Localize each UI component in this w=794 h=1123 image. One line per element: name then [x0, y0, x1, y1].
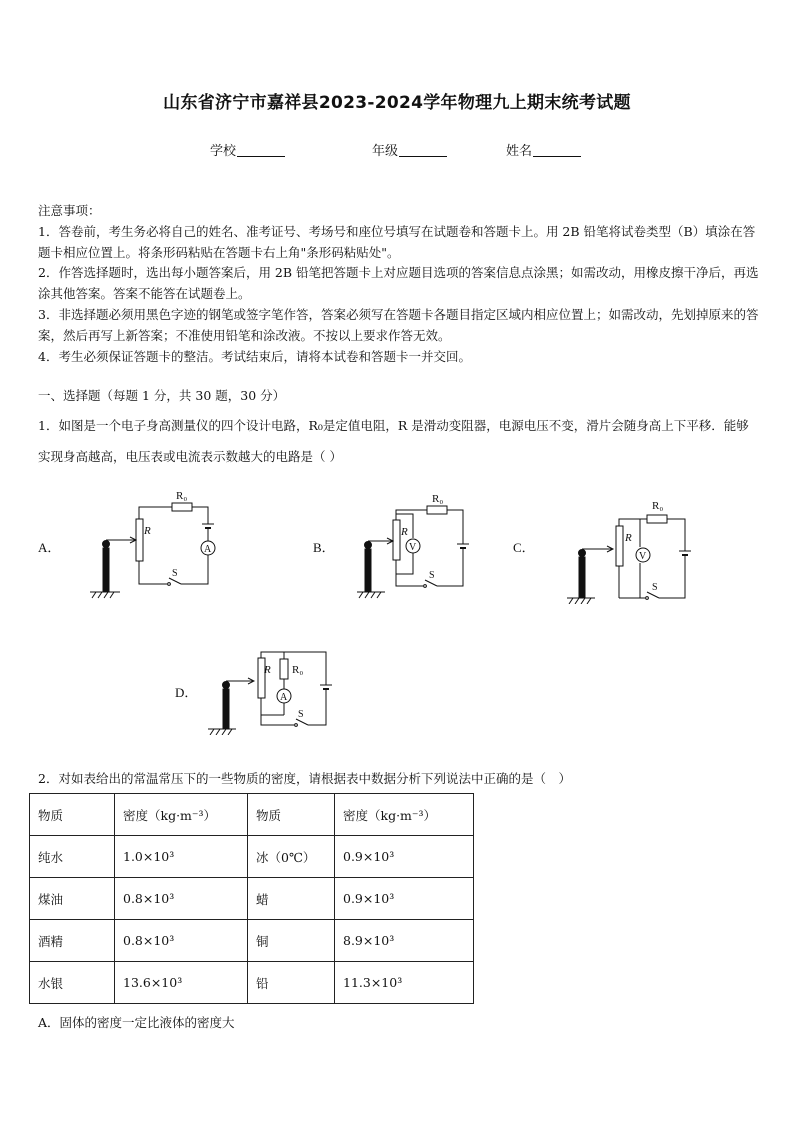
table-header-cell: 物质 — [30, 794, 115, 836]
table-cell: 铜 — [248, 920, 335, 962]
label-s: S — [652, 582, 658, 593]
label-ammeter: A — [204, 544, 212, 555]
table-cell: 冰（0℃） — [248, 836, 335, 878]
circuit-diagram-a — [84, 484, 224, 599]
table-cell: 8.9×10³ — [335, 920, 474, 962]
notice-block — [38, 201, 760, 367]
label-r: R — [264, 664, 271, 676]
option-a-label[interactable]: A． — [38, 540, 61, 555]
table-header-row — [30, 794, 474, 836]
table-cell: 0.8×10³ — [115, 878, 248, 920]
table-cell: 煤油 — [30, 878, 115, 920]
section-title: 一、选择题（每题 1 分，共 30 题，30 分） — [38, 388, 286, 403]
label-ammeter: A — [280, 692, 288, 703]
label-voltmeter: V — [409, 542, 417, 553]
name-blank[interactable] — [533, 144, 581, 157]
table-header-cell: 密度（kg·m⁻³） — [335, 794, 474, 836]
table-row — [30, 836, 474, 878]
table-row — [30, 878, 474, 920]
table-cell: 11.3×10³ — [335, 962, 474, 1004]
grade-blank[interactable] — [399, 144, 447, 157]
table-header-cell: 物质 — [248, 794, 335, 836]
notice-item: 1．答卷前，考生务必将自己的姓名、准考证号、考场号和座位号填写在试题卷和答题卡上。用 2B 铅笔将试卷类型（B）填涂在答题卡相应位置上。将条形码粘贴在答题卡右上角"条形码粘贴处"。 — [38, 223, 756, 260]
label-r0: R₀ — [652, 500, 664, 512]
question-2-text: 2．对如表给出的常温常压下的一些物质的密度，请根据表中数据分析下列说法中正确的是（ ） — [38, 771, 571, 786]
density-table — [29, 793, 474, 1004]
circuit-diagram-d — [206, 645, 346, 735]
question-2-option-a[interactable]: A．固体的密度一定比液体的密度大 — [38, 1015, 235, 1030]
label-r0: R₀ — [176, 490, 188, 502]
table-header-cell: 密度（kg·m⁻³） — [115, 794, 248, 836]
circuit-diagram-c — [563, 494, 693, 604]
option-c-label[interactable]: C． — [513, 540, 535, 555]
table-cell: 铅 — [248, 962, 335, 1004]
grade-field[interactable] — [372, 140, 447, 159]
notice-item: 2．作答选择题时，选出每小题答案后，用 2B 铅笔把答题卡上对应题目选项的答案信息点涂黑；如需改动，用橡皮擦干净后，再选涂其他答案。答案不能答在试题卷上。 — [38, 265, 759, 302]
label-r0: R₀ — [432, 493, 444, 505]
option-b-label[interactable]: B． — [313, 540, 335, 555]
table-cell: 0.9×10³ — [335, 878, 474, 920]
school-field[interactable] — [210, 140, 285, 159]
table-row — [30, 962, 474, 1004]
table-cell: 0.8×10³ — [115, 920, 248, 962]
table-cell: 1.0×10³ — [115, 836, 248, 878]
name-label: 姓名 — [506, 144, 533, 159]
table-cell: 水银 — [30, 962, 115, 1004]
option-d-label[interactable]: D． — [175, 685, 198, 700]
table-cell: 13.6×10³ — [115, 962, 248, 1004]
notice-heading: 注意事项： — [38, 203, 101, 218]
label-s: S — [298, 709, 304, 720]
notice-item: 3．非选择题必须用黑色字迹的钢笔或签字笔作答，答案必须写在答题卡各题目指定区域内相应位置上；如需改动，先划掉原来的答案，然后再写上新答案；不准使用铅笔和涂改液。不按以上要求作答无效。 — [38, 306, 759, 343]
circuit-diagram-b — [355, 488, 475, 600]
label-voltmeter: V — [639, 551, 647, 562]
page-title: 山东省济宁市嘉祥县2023-2024学年物理九上期末统考试题 — [163, 93, 631, 113]
label-s: S — [429, 570, 435, 581]
table-cell: 纯水 — [30, 836, 115, 878]
notice-item: 4．考生必须保证答题卡的整洁。考试结束后，请将本试卷和答题卡一并交回。 — [38, 348, 471, 364]
question-1 — [38, 410, 760, 472]
name-field[interactable] — [506, 140, 581, 159]
label-r: R — [625, 532, 632, 544]
label-r: R — [401, 526, 408, 538]
table-cell: 蜡 — [248, 878, 335, 920]
question-1-text: 1．如图是一个电子身高测量仪的四个设计电路，R₀是定值电阻，R 是滑动变阻器，电源电压不变，滑片会随身高上下平移．能够实现身高越高，电压表或电流表示数越大的电路是（ ） — [38, 418, 749, 464]
table-cell: 0.9×10³ — [335, 836, 474, 878]
school-label: 学校 — [210, 144, 237, 159]
table-row — [30, 920, 474, 962]
label-r: R — [144, 525, 151, 537]
grade-label: 年级 — [372, 144, 399, 159]
label-s: S — [172, 568, 178, 579]
table-cell: 酒精 — [30, 920, 115, 962]
school-blank[interactable] — [237, 144, 285, 157]
label-r0: R₀ — [292, 664, 304, 676]
